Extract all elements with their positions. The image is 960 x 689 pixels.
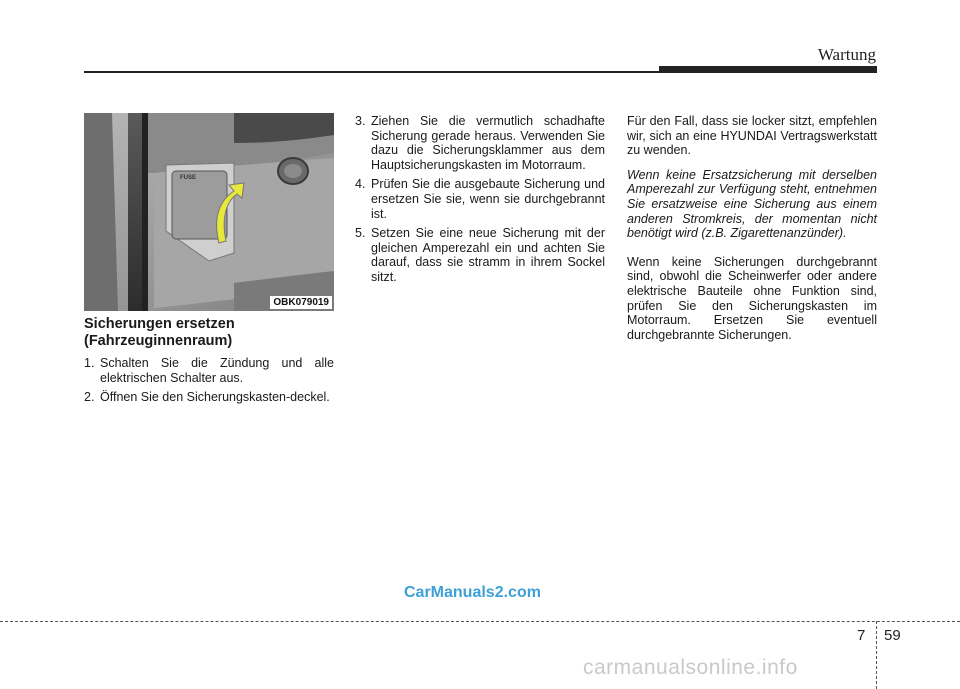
watermark-carmanuals2: CarManuals2.com — [404, 584, 541, 601]
header-rule-thin — [84, 71, 659, 73]
step-number: 4. — [355, 177, 366, 192]
column-1 — [84, 316, 334, 410]
footer-vertical-divider — [876, 621, 877, 689]
step-text: Setzen Sie eine neue Sicherung mit der gleichen Amperezahl ein und achten Sie darauf, dass sie stramm in ihrem Sockel sitzt. — [371, 226, 605, 284]
watermark-carmanualsonline: carmanualsonline.info — [583, 656, 798, 679]
title-line-2: (Fahrzeuginnenraum) — [84, 333, 233, 349]
column-2 — [355, 114, 605, 290]
section-header-title: Wartung — [817, 45, 876, 64]
step-number: 1. — [84, 356, 95, 370]
step-2 — [84, 390, 334, 405]
title-line-1: Sicherungen ersetzen — [84, 316, 235, 332]
engine-fuse-box-paragraph: Wenn keine Sicherungen durchgebrannt sind, obwohl die Scheinwerfer oder andere elektrische Bauteile ohne Funktion sind, prüfen Sie den Sicherungskasten im Motorraum. Ersetzen Sie eventuell durchgebrannte Sicherungen. — [627, 254, 877, 342]
step-4 — [355, 177, 605, 221]
page-number: 59 — [884, 627, 901, 644]
fuse-cover-label: FUSE — [180, 175, 197, 181]
chapter-number: 7 — [857, 627, 866, 644]
replace-fuses-title — [84, 316, 334, 350]
figure-code: OBK079019 — [270, 296, 332, 309]
step-text: Schalten Sie die Zündung und alle elektrischen Schalter aus. — [100, 356, 334, 385]
step-text: Ziehen Sie die vermutlich schadhafte Sicherung gerade heraus. Verwenden Sie dazu die Sicherungsklammer aus dem Hauptsicherungskasten im Motorraum. — [371, 114, 605, 172]
step-number: 2. — [84, 390, 95, 405]
step-text: Prüfen Sie die ausgebaute Sicherung und ersetzen Sie sie, wenn sie durchgebrannt ist. — [371, 177, 605, 221]
step-1 — [84, 356, 334, 385]
footer-divider — [0, 621, 960, 622]
header-rule-thick — [659, 66, 877, 73]
step-number: 3. — [355, 114, 366, 128]
step-text: Öffnen Sie den Sicherungskasten-deckel. — [100, 390, 330, 405]
spare-fuse-note: Wenn keine Ersatzsicherung mit derselben Amperezahl zur Verfügung steht, entnehmen Sie ersatzweise eine Sicherung aus einem anderen Stromkreis, der momentan nicht benötigt wird (z.B. Zigarettenanzünder). — [627, 167, 877, 241]
fuse-box-illustration — [84, 113, 334, 311]
fuse-box-photo — [84, 113, 334, 311]
loose-fuse-paragraph: Für den Fall, dass sie locker sitzt, empfehlen wir, sich an eine HYUNDAI Vertragswerkstatt zu wenden. — [627, 114, 877, 158]
column-3 — [627, 114, 877, 352]
step-3 — [355, 114, 605, 172]
step-number: 5. — [355, 226, 366, 241]
step-5 — [355, 226, 605, 284]
